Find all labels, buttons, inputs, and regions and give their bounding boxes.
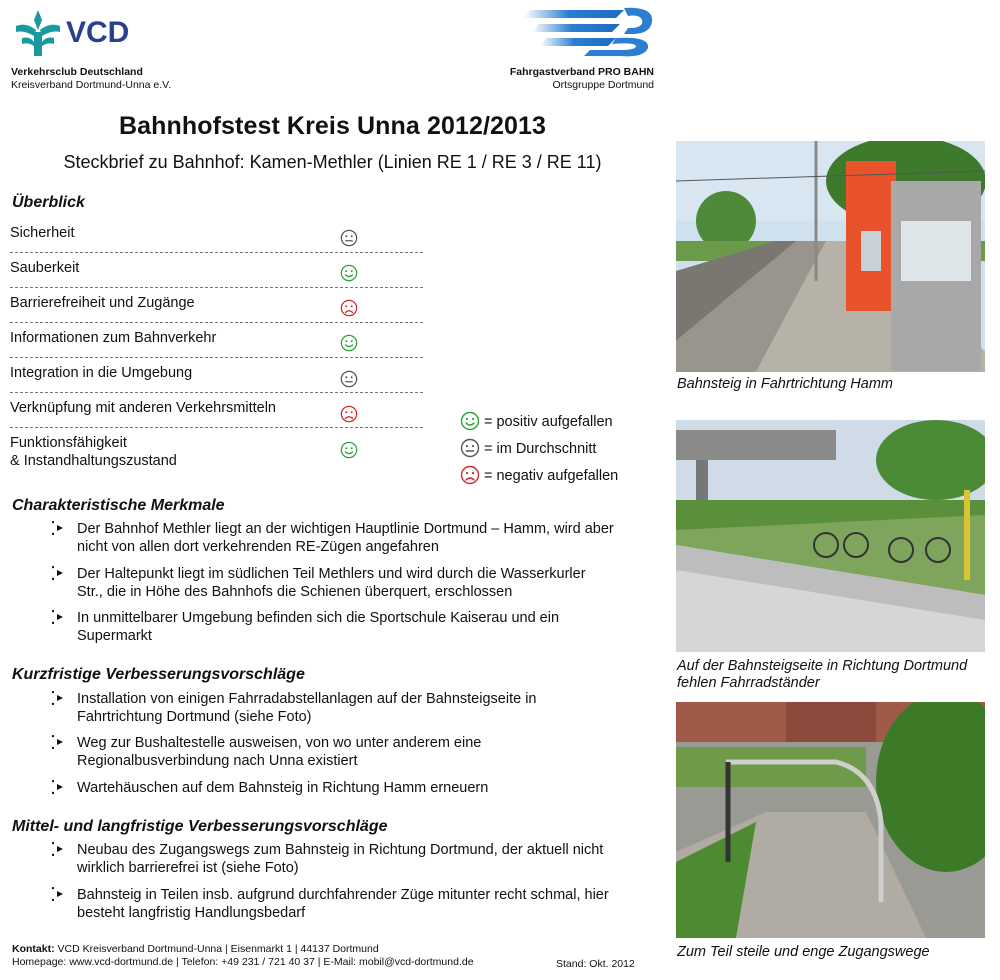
short-term-heading: Kurzfristige Verbesserungsvorschläge [12, 666, 305, 683]
photo-caption-1: Bahnsteig in Fahrtrichtung Hamm [677, 376, 893, 392]
overview-row-label: & Instandhaltungszustand [10, 453, 177, 469]
legend-positive-label: = positiv aufgefallen [484, 414, 613, 430]
overview-row [10, 364, 423, 393]
probahn-org-branch: Ortsgruppe Dortmund [552, 79, 654, 91]
feature-line: Der Haltepunkt liegt im südlichen Teil Methlers und wird durch die Wasserkurler [77, 566, 586, 582]
photo-platform-hamm-image [676, 141, 985, 372]
footer-contact [12, 943, 474, 969]
smiley-positive-icon [340, 264, 358, 282]
footer-date: Stand: Okt. 2012 [556, 958, 635, 970]
probahn-logo [524, 4, 656, 58]
features-heading: Charakteristische Merkmale [12, 497, 225, 514]
svg-text:VCD: VCD [66, 16, 130, 49]
arrow-bullet-icon [52, 609, 66, 625]
legend-negative-label: = negativ aufgefallen [484, 468, 619, 484]
vcd-org-branch: Kreisverband Dortmund-Unna e.V. [11, 79, 172, 91]
overview-row-label: Integration in die Umgebung [10, 365, 193, 381]
photo-caption-2-line: Auf der Bahnsteigseite in Richtung Dortmund [677, 658, 968, 674]
short-term-line: Weg zur Bushaltestelle ausweisen, von wo unter anderem eine [77, 735, 482, 751]
arrow-bullet-icon [52, 520, 66, 536]
arrow-bullet-icon [52, 841, 66, 857]
long-term-line: Neubau des Zugangswegs zum Bahnsteig in Richtung Dortmund, der aktuell nicht [77, 842, 604, 858]
short-term-line: Installation von einigen Fahrradabstellanlagen auf der Bahnsteigseite in [77, 691, 537, 707]
long-term-line: Bahnsteig in Teilen insb. aufgrund durchfahrender Züge mitunter recht schmal, hier [77, 887, 609, 903]
footer-address: VCD Kreisverband Dortmund-Unna | Eisenmarkt 1 | 44137 Dortmund [57, 943, 379, 955]
vcd-logo [12, 8, 152, 58]
footer-web-phone-email: Homepage: www.vcd-dortmund.de | Telefon: +49 231 / 721 40 37 | E-Mail: mobil@vcd-dortmund.de [12, 956, 474, 968]
photo-access-path [676, 702, 985, 938]
overview-row [10, 294, 423, 323]
arrow-bullet-icon [52, 565, 66, 581]
probahn-logo-mark [524, 4, 656, 58]
overview-row-label: Verknüpfung mit anderen Verkehrsmitteln [10, 400, 276, 416]
page-title: Bahnhofstest Kreis Unna 2012/2013 [118, 112, 547, 140]
smiley-neutral-icon [340, 229, 358, 247]
vcd-organization [11, 66, 171, 92]
overview-row-label: Sicherheit [10, 225, 75, 241]
short-term-line: Regionalbusverbindung nach Unna existiert [77, 753, 358, 769]
probahn-organization [510, 66, 654, 92]
overview-row [10, 399, 423, 428]
overview-row [10, 329, 423, 358]
overview-row [10, 224, 423, 253]
arrow-bullet-icon [52, 886, 66, 902]
long-term-heading: Mittel- und langfristige Verbesserungsvorschläge [12, 818, 388, 835]
short-term-line: Wartehäuschen auf dem Bahnsteig in Richtung Hamm erneuern [77, 780, 489, 796]
overview-row-label: Funktionsfähigkeit [10, 435, 127, 451]
smiley-negative-icon [340, 299, 358, 317]
overview-row-label: Informationen zum Bahnverkehr [10, 330, 217, 346]
smiley-positive-icon [460, 411, 480, 431]
feature-line: Str., die in Höhe des Bahnhofs die Schienen überquert, erschlossen [77, 584, 513, 600]
long-term-line: wirklich barrierefrei ist (siehe Foto) [77, 860, 299, 876]
photo-caption-3: Zum Teil steile und enge Zugangswege [677, 944, 930, 960]
arrow-bullet-icon [52, 690, 66, 706]
feature-line: nicht von allen dort verkehrenden RE-Zügen angefahren [77, 539, 439, 555]
feature-line: Der Bahnhof Methler liegt an der wichtigen Hauptlinie Dortmund – Hamm, wird aber [77, 521, 614, 537]
page-subtitle: Steckbrief zu Bahnhof: Kamen-Methler (Linien RE 1 / RE 3 / RE 11) [63, 152, 602, 172]
smiley-neutral-icon [460, 438, 480, 458]
long-term-line: besteht langfristig Handlungsbedarf [77, 905, 306, 921]
smiley-positive-icon [340, 334, 358, 352]
arrow-bullet-icon [52, 779, 66, 795]
photo-bicycles [676, 420, 985, 652]
short-term-line: Fahrtrichtung Dortmund (siehe Foto) [77, 709, 312, 725]
arrow-bullet-icon [52, 734, 66, 750]
vcd-org-name: Verkehrsclub Deutschland [11, 66, 143, 78]
smiley-positive-icon [340, 441, 358, 459]
photo-platform-hamm [676, 141, 985, 372]
photo-caption-2-line: fehlen Fahrradständer [677, 675, 820, 691]
feature-line: Supermarkt [77, 628, 152, 644]
vcd-logo-mark [12, 8, 152, 58]
feature-line: In unmittelbarer Umgebung befinden sich die Sportschule Kaiserau und ein [77, 610, 560, 626]
footer-contact-label: Kontakt: [12, 943, 55, 955]
smiley-neutral-icon [340, 370, 358, 388]
probahn-org-name: Fahrgastverband PRO BAHN [509, 66, 654, 78]
legend-neutral-label: = im Durchschnitt [484, 441, 597, 457]
photo-access-path-image [676, 702, 985, 938]
smiley-negative-icon [460, 465, 480, 485]
photo-caption-2 [677, 658, 997, 692]
photo-bicycles-image [676, 420, 985, 652]
overview-heading: Überblick [12, 194, 85, 211]
overview-row [10, 434, 423, 470]
overview-row-label: Barrierefreiheit und Zugänge [10, 295, 195, 311]
smiley-negative-icon [340, 405, 358, 423]
overview-row [10, 259, 423, 288]
overview-row-label: Sauberkeit [10, 260, 80, 276]
